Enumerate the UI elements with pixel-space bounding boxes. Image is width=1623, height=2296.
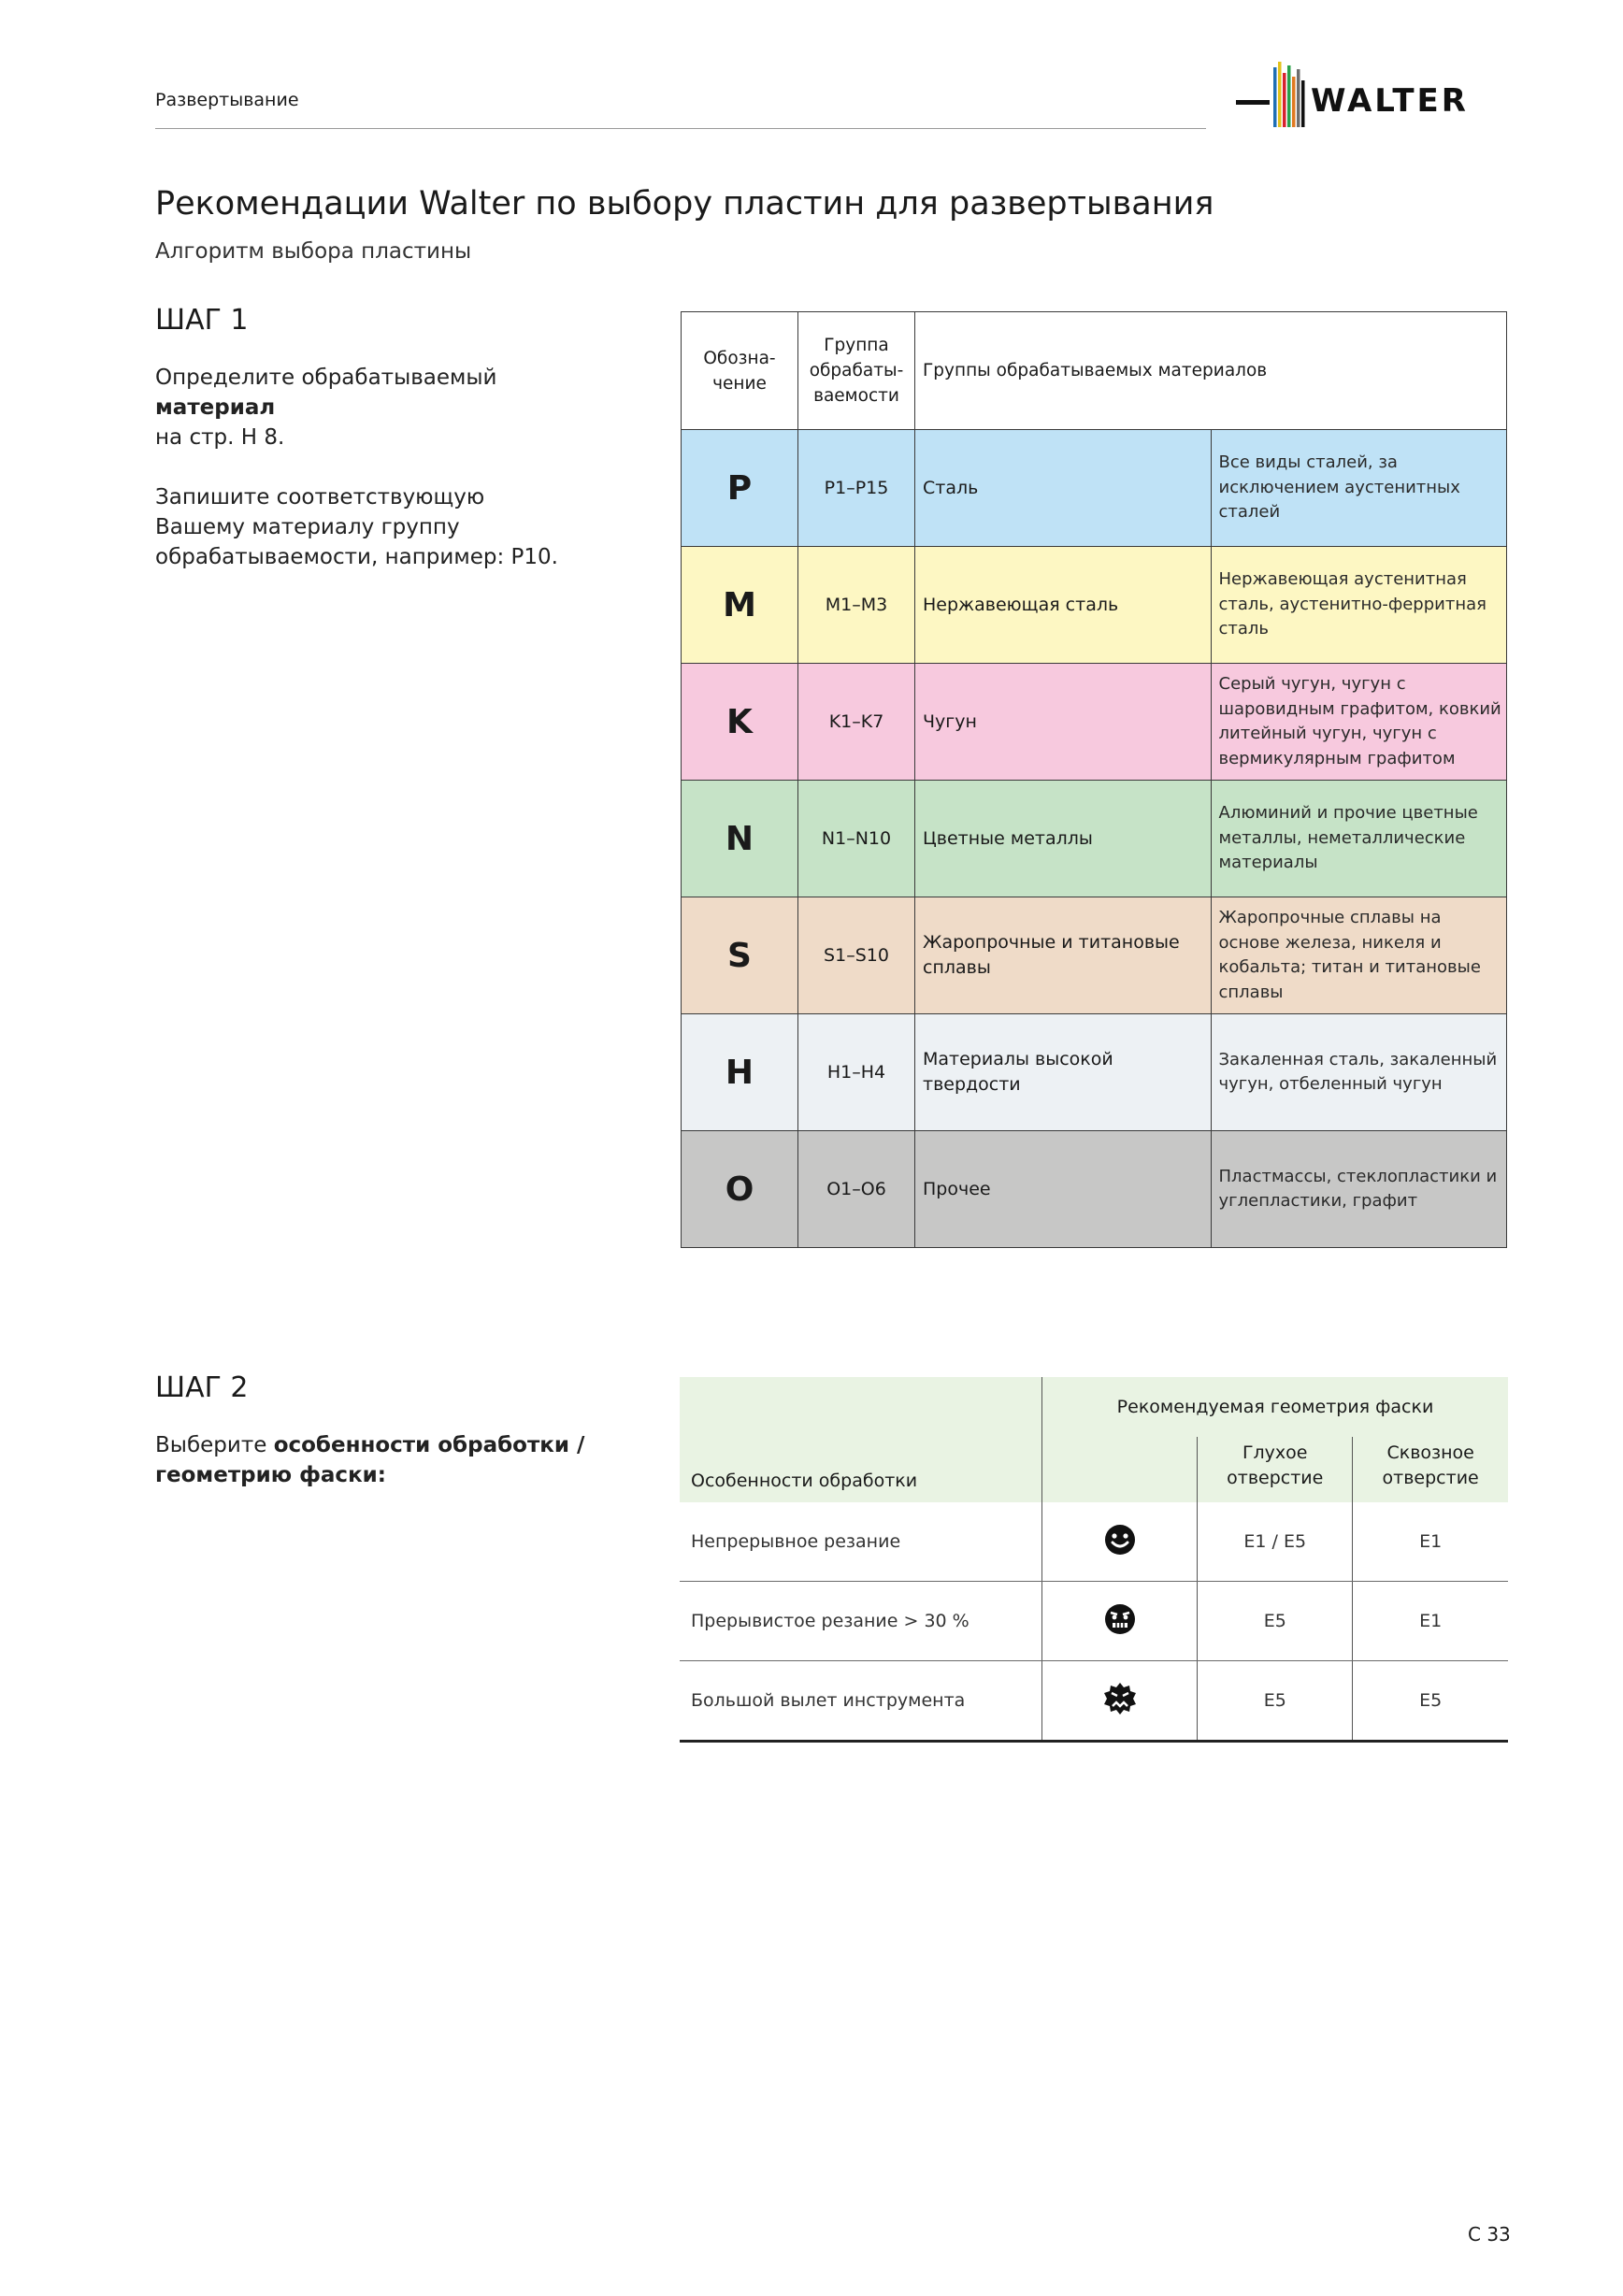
- material-code: [682, 897, 798, 1014]
- geometry-row: [680, 1661, 1508, 1742]
- material-code-letter: P: [726, 468, 753, 508]
- geometry-table-wrap: [680, 1377, 1508, 1743]
- step1-paragraph-2: Запишите соответствующую Вашему материалу группу обрабатываемости, например: P10.: [155, 485, 558, 569]
- material-code: [682, 547, 798, 664]
- material-row-n: [682, 781, 1507, 897]
- condition-icon-cell: [1042, 1582, 1198, 1661]
- geometry-row: [680, 1582, 1508, 1661]
- material-name: Прочее: [915, 1131, 1212, 1248]
- page-number: C 33: [1468, 2223, 1511, 2246]
- material-code-letter: S: [727, 936, 752, 975]
- logo-bar: [1292, 77, 1296, 127]
- material-group-range: O1–O6: [798, 1131, 915, 1248]
- header-group: [798, 312, 915, 430]
- header-divider: [155, 128, 1206, 129]
- material-group-range: H1–H4: [798, 1014, 915, 1131]
- step2-text-pre: Выберите: [155, 1433, 274, 1457]
- step1-paragraph-1: [155, 363, 623, 452]
- section-label: Развертывание: [155, 90, 299, 110]
- through-hole-geometry: E5: [1353, 1661, 1508, 1742]
- material-name: Материалы высокой твердости: [915, 1014, 1212, 1131]
- header-blind-line1: Глухое: [1242, 1442, 1308, 1463]
- material-group-range: K1–K7: [798, 664, 915, 781]
- page-subtitle: Алгоритм выбора пластины: [155, 239, 472, 264]
- header-group-line3: ваемости: [813, 386, 899, 406]
- header-through-hole: [1353, 1437, 1508, 1502]
- material-code: [682, 664, 798, 781]
- material-row-o: [682, 1131, 1507, 1248]
- material-code-letter: H: [725, 1053, 754, 1092]
- logo-bar: [1283, 73, 1286, 127]
- header-icon-blank: [1042, 1437, 1198, 1502]
- header-group-line1: Группа: [824, 336, 889, 355]
- material-table-header: [682, 312, 1507, 430]
- material-description: Алюминий и прочие цветные металлы, неметаллические материалы: [1211, 781, 1507, 897]
- material-description: Жаропрочные сплавы на основе железа, никеля и кобальта; титан и титановые сплавы: [1211, 897, 1507, 1014]
- logo-bar: [1287, 65, 1291, 127]
- material-group-range: N1–N10: [798, 781, 915, 897]
- material-row-m: [682, 547, 1507, 664]
- material-description: Серый чугун, чугун с шаровидным графитом, ковкий литейный чугун, чугун с вермикулярным графитом: [1211, 664, 1507, 781]
- blind-hole-geometry: E1 / E5: [1198, 1502, 1353, 1582]
- material-code-letter: M: [723, 585, 756, 624]
- blind-hole-geometry: E5: [1198, 1661, 1353, 1742]
- header-recommended-geometry: Рекомендуемая геометрия фаски: [1042, 1377, 1509, 1437]
- material-code: [682, 430, 798, 547]
- material-description: Все виды сталей, за исключением аустенитных сталей: [1211, 430, 1507, 547]
- material-row-h: [682, 1014, 1507, 1131]
- material-name: Нержавеющая сталь: [915, 547, 1212, 664]
- neutral-face-icon: [1103, 1602, 1137, 1636]
- material-name: Цветные металлы: [915, 781, 1212, 897]
- header-thru-line2: отверстие: [1382, 1468, 1479, 1488]
- geometry-header-row-1: [680, 1377, 1508, 1437]
- step2-text: [155, 1430, 585, 1490]
- material-group-range: P1–P15: [798, 430, 915, 547]
- step1-text1-post: на стр. H 8.: [155, 425, 285, 450]
- material-row-p: [682, 430, 1507, 547]
- chamfer-geometry-table: [680, 1377, 1508, 1743]
- material-group-range: M1–M3: [798, 547, 915, 664]
- through-hole-geometry: E1: [1353, 1582, 1508, 1661]
- through-hole-geometry: E1: [1353, 1502, 1508, 1582]
- walter-logo: [1236, 60, 1516, 135]
- material-code-letter: O: [725, 1170, 754, 1209]
- logo-bar: [1297, 69, 1300, 127]
- logo-text: WALTER: [1311, 82, 1469, 120]
- machining-feature: Большой вылет инструмента: [680, 1661, 1042, 1742]
- header-machining-features: Особенности обработки: [680, 1377, 1042, 1502]
- step2-text-bold: особенности обработки / геометрию фаски:: [155, 1433, 585, 1487]
- material-code-letter: K: [726, 702, 753, 741]
- header-code: [682, 312, 798, 430]
- material-code: [682, 781, 798, 897]
- blind-hole-geometry: E5: [1198, 1582, 1353, 1661]
- material-description: Пластмассы, стеклопластики и углепластики, графит: [1211, 1131, 1507, 1248]
- header-code-line1: Обозна-: [703, 348, 776, 368]
- material-groups-table: [681, 311, 1507, 1248]
- material-code: [682, 1014, 798, 1131]
- step1-text1-pre: Определите обрабатываемый: [155, 366, 497, 390]
- condition-icon-cell: [1042, 1661, 1198, 1742]
- material-description: Нержавеющая аустенитная сталь, аустенитно-ферритная сталь: [1211, 547, 1507, 664]
- step1-text: [155, 363, 623, 572]
- logo-bar: [1273, 67, 1277, 127]
- material-group-range: S1–S10: [798, 897, 915, 1014]
- step2-title: ШАГ 2: [155, 1371, 249, 1404]
- step2-paragraph: [155, 1430, 585, 1490]
- machining-feature: Прерывистое резание > 30 %: [680, 1582, 1042, 1661]
- header-material-groups: Группы обрабатываемых материалов: [915, 312, 1507, 430]
- material-code-letter: N: [725, 819, 754, 858]
- condition-icon-cell: [1042, 1502, 1198, 1582]
- happy-face-icon: [1103, 1523, 1137, 1557]
- material-description: Закаленная сталь, закаленный чугун, отбеленный чугун: [1211, 1014, 1507, 1131]
- logo-bar: [1301, 80, 1305, 127]
- material-name: Жаропрочные и титановые сплавы: [915, 897, 1212, 1014]
- geometry-row: [680, 1502, 1508, 1582]
- material-row-s: [682, 897, 1507, 1014]
- material-name: Сталь: [915, 430, 1212, 547]
- material-row-k: [682, 664, 1507, 781]
- step1-title: ШАГ 1: [155, 304, 249, 337]
- machining-feature: Непрерывное резание: [680, 1502, 1042, 1582]
- material-code: [682, 1131, 798, 1248]
- logo-bar: [1278, 62, 1282, 127]
- unhappy-face-icon: [1103, 1682, 1137, 1715]
- header-blind-hole: [1198, 1437, 1353, 1502]
- logo-color-bars: [1273, 62, 1305, 127]
- header-code-line2: чение: [712, 373, 767, 394]
- header-group-line2: обрабаты-: [809, 361, 904, 380]
- logo-dash: [1236, 100, 1270, 105]
- page-title: Рекомендации Walter по выбору пластин для развертывания: [155, 185, 1214, 222]
- material-name: Чугун: [915, 664, 1212, 781]
- header-thru-line1: Сквозное: [1386, 1442, 1474, 1463]
- header-blind-line2: отверстие: [1227, 1468, 1324, 1488]
- step1-text1-bold: материал: [155, 395, 276, 420]
